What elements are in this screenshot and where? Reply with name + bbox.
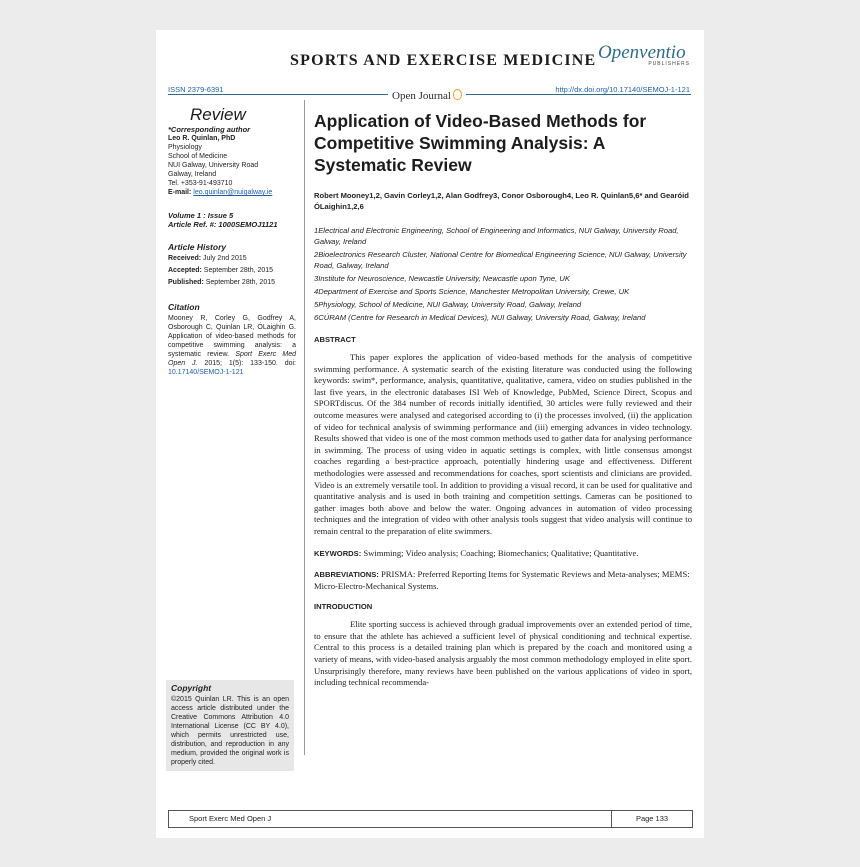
introduction-text: Elite sporting success is achieved through gradual improvements over an extended period of time, to ensure that the athlete has achieved a sufficient level of physical conditioning and technical expertise. Central to this process is a detailed training plan which is prepared by the coach and monitored using a variety of means, with video-based analysis arguably the most common methodology employed in elite sport. Unsurprisingly therefore, many reviews have been published on the various applications of video in sport, including technical recommenda-: [314, 619, 692, 688]
affiliation: 3Institute for Neuroscience, Newcastle University, Newcastle upon Tyne, UK: [314, 274, 570, 283]
copyright-box: Copyright ©2015 Quinlan LR. This is an open access article distributed under the Creative Commons Attribution 4.0 International License (CC BY 4.0), which permits unrestricted use, distribution, and reproduction in any medium, provided the original work is properly cited.: [166, 680, 294, 771]
open-journal-label: Open Journal: [388, 89, 466, 102]
abbreviations: ABBREVIATIONS: PRISMA: Preferred Reporting Items for Systematic Reviews and Meta-analyses; MEMS: Micro-Electro-Mechanical Systems.: [314, 569, 690, 591]
logo-text: Openventio: [598, 42, 686, 63]
journal-title: SPORTS AND EXERCISE MEDICINE: [290, 52, 597, 69]
article-history: Article History Received: July 2nd 2015 Accepted: September 28th, 2015 Published: September 28th, 2015: [168, 242, 276, 286]
abstract-text: This paper explores the application of video-based methods for the analysis of competitive swimming performance. A systematic search of the existing literature was conducted using the following keywords: swim*, performance, analysis, quantitative, qualitative, camera, video on studies published in the last five years, in the electronic databases ISI Web of Knowledge, PubMed, Science Direct, Scopus and SPORTdiscus. Of the 384 number of records initially identified, 30 articles were fully reviewed and their outcome measures were analysed and categorised according to (i) the processes involved, (ii) the application of video for technical analysis of swimming performance and (iii) emerging advances in video technology. Results showed that video is one of the most common methods used to gather data for analysing performance in swimming. The process of using video in aquatic settings is complex, with little consensus amongst coaches regarding a best-practice approach, potentially hindering usage and effectiveness. Different methodologies were assessed and recommendations for coaches, sport scientists and clinicians are provided. Video is an extremely versatile tool. In addition to providing a visual record, it can be used for qualitative and quantitative analysis and is used in both training and competition settings. Cameras can be positioned to gather images both above and below the water. Ongoing advances in automation of video processing techniques and the integration of video with other analysis tools suggest that video analysis will continue to remain central to the preparation of elite swimmers.: [314, 352, 692, 536]
page-number: Page 133: [611, 811, 692, 827]
citation: Citation Mooney R, Corley G, Godfrey A, Osborough C, Quinlan LR, ÓLaighin G. Application of video-based methods for competitive swimming analysis: a systematic review. Sport Exerc Med Open J. 2015; 1(5): 133-150. doi: 10.17140/SEMOJ-1-121: [168, 302, 297, 376]
sidebar: [168, 105, 297, 386]
affiliation: 4Department of Exercise and Sports Science, Manchester Metropolitan University, Crewe, UK: [314, 287, 630, 296]
article-title: Application of Video-Based Methods for Competitive Swimming Analysis: A Systematic Review: [314, 111, 647, 175]
affiliation: 5Physiology, School of Medicine, NUI Galway, University Road, Galway, Ireland: [314, 300, 582, 309]
affiliation: 2Bioelectronics Research Cluster, National Centre for Biomedical Engineering Science, NUI Galway, University Road, Galway, Ireland: [314, 250, 687, 270]
main-column: [314, 110, 692, 689]
article-type: Review: [190, 105, 246, 124]
issn: ISSN 2379-6391: [168, 85, 224, 94]
doi-link[interactable]: http://dx.doi.org/10.17140/SEMOJ-1-121: [555, 85, 690, 94]
affiliation: 6CÚRAM (Centre for Research in Medical Devices), NUI Galway, University Road, Galway, Ireland: [314, 313, 646, 322]
volume-info: Volume 1 : Issue 5 Article Ref. #: 1000SEMOJ1121: [168, 211, 278, 229]
affiliation: 1Electrical and Electronic Engineering, School of Engineering and Informatics, NUI Galway, University Road, Galway, Ireland: [314, 226, 679, 246]
introduction-heading: INTRODUCTION: [314, 602, 373, 612]
column-divider: [304, 100, 305, 755]
email-link[interactable]: leo.quinlan@nuigalway.ie: [193, 189, 273, 196]
paper-page: [156, 30, 704, 838]
citation-doi-link[interactable]: 10.17140/SEMOJ-1-121: [168, 369, 244, 376]
author-list: Robert Mooney1,2, Gavin Corley1,2, Alan Godfrey3, Conor Osborough4, Leo R. Quinlan5,6* and Gearóid ÓLaighin1,2,6: [314, 191, 689, 211]
corresponding-author: *Corresponding author Leo R. Quinlan, PhD Physiology School of Medicine NUI Galway, University Road Galway, Ireland Tel. +353-91-493710 E-mail: leo.quinlan@nuigalway.ie: [168, 125, 273, 196]
keywords: KEYWORDS: Swimming; Video analysis; Coaching; Biomechanics; Qualitative; Quantitative.: [314, 547, 639, 558]
abstract-heading: ABSTRACT: [314, 335, 356, 344]
publisher-logo: [598, 42, 698, 67]
open-access-icon: [453, 89, 462, 100]
logo-subtext: PUBLISHERS: [648, 61, 690, 67]
page-footer: [168, 810, 693, 828]
footer-journal: Sport Exerc Med Open J: [189, 814, 272, 823]
